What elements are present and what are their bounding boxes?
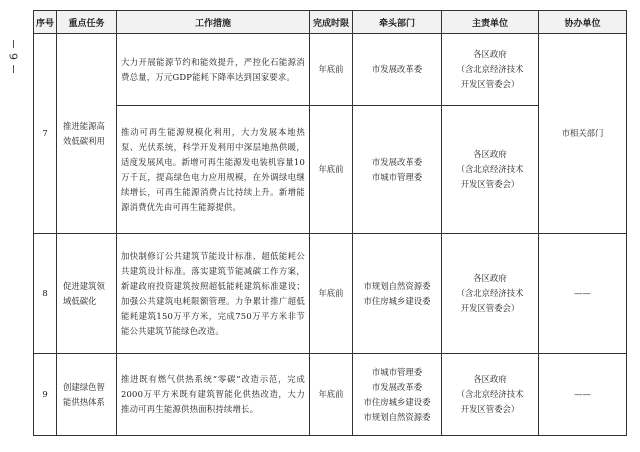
- row-measure: 推进既有燃气供热系统“零碳”改造示范，完成2000万平方米既有建筑智能化供热改造，大力推动可再生能源供热面积持续增长。: [117, 354, 310, 436]
- owner-line: （含北京经济技术: [456, 389, 524, 399]
- row-measure: 大力开展能源节约和能效提升，严控化石能源消费总量，万元GDP能耗下降率达到国家要求。: [117, 34, 310, 106]
- owner-line: （含北京经济技术: [456, 64, 524, 74]
- row-task: 促进建筑领域低碳化: [57, 234, 117, 354]
- lead-dept-item: 市住房城乡建设委: [363, 295, 431, 306]
- owner-line: 开发区管委会）: [460, 303, 520, 313]
- header-lead-dept: 牵头部门: [353, 11, 442, 34]
- owner-line: 开发区管委会）: [460, 404, 520, 414]
- lead-dept-item: 市规划自然资源委: [363, 411, 431, 422]
- page-number: 9: [4, 38, 22, 75]
- table-row: [34, 106, 627, 234]
- header-assist: 协办单位: [539, 11, 627, 34]
- owner-line: 各区政府: [473, 149, 507, 159]
- owner-line: 各区政府: [473, 49, 507, 59]
- row-lead-dept: [353, 106, 442, 234]
- lead-dept-item: 市城市管理委: [371, 171, 423, 182]
- lead-dept-item: 市规划自然资源委: [363, 280, 431, 291]
- row-assist: ——: [539, 234, 627, 354]
- owner-line: （含北京经济技术: [456, 164, 524, 174]
- row-lead-dept: [353, 354, 442, 436]
- owner-line: 各区政府: [473, 374, 507, 384]
- lead-dept-item: 市城市管理委: [371, 366, 423, 377]
- header-deadline: 完成时限: [310, 11, 353, 34]
- header-owner: 主责单位: [442, 11, 539, 34]
- header-no: 序号: [34, 11, 57, 34]
- row-no: 8: [34, 234, 57, 354]
- row-task: 推进能源高效低碳利用: [57, 34, 117, 234]
- row-deadline: 年底前: [310, 34, 353, 106]
- owner-line: 各区政府: [473, 273, 507, 283]
- owner-line: （含北京经济技术: [456, 288, 524, 298]
- row-deadline: 年底前: [310, 234, 353, 354]
- lead-dept-item: 市住房城乡建设委: [363, 396, 431, 407]
- table-row: [34, 34, 627, 106]
- owner-line: 开发区管委会）: [460, 79, 520, 89]
- row-no: 7: [34, 34, 57, 234]
- row-lead-dept: [353, 234, 442, 354]
- row-owner: [442, 234, 539, 354]
- row-lead-dept: [353, 34, 442, 106]
- table-header-row: [34, 11, 627, 34]
- row-task: 创建绿色智能供热体系: [57, 354, 117, 436]
- header-measures: 工作措施: [117, 11, 310, 34]
- row-no: 9: [34, 354, 57, 436]
- row-owner: [442, 34, 539, 106]
- row-owner: [442, 106, 539, 234]
- row-deadline: 年底前: [310, 354, 353, 436]
- lead-dept-item: 市发展改革委: [371, 156, 423, 167]
- table-row: [34, 234, 627, 354]
- lead-dept-item: 市发展改革委: [371, 64, 423, 74]
- key-tasks-table: [33, 10, 627, 436]
- owner-line: 开发区管委会）: [460, 179, 520, 189]
- row-measure: 加快制修订公共建筑节能设计标准、超低能耗公共建筑设计标准。落实建筑节能减碳工作方案，新建政府投资建筑按照超低能耗建筑标准建设；加强公共建筑电耗限额管理。力争累计推广超低能耗建筑150万平方米，完成750万平方米非节能公共建筑节能绿色改造。: [117, 234, 310, 354]
- row-assist: 市相关部门: [539, 34, 627, 234]
- header-task: 重点任务: [57, 11, 117, 34]
- lead-dept-item: 市发展改革委: [371, 381, 423, 392]
- row-measure: 推动可再生能源规模化利用，大力发展本地热泵、光伏系统，科学开发利用中深层地热供暖，适度发展风电。新增可再生能源发电装机容量10万千瓦，提高绿色电力应用规模，在外调绿电继续增长，可再生能源消费占比持续上升。新增能源消费优先由可再生能源提供。: [117, 106, 310, 234]
- row-deadline: 年底前: [310, 106, 353, 234]
- row-owner: [442, 354, 539, 436]
- row-assist: ——: [539, 354, 627, 436]
- table-row: [34, 354, 627, 436]
